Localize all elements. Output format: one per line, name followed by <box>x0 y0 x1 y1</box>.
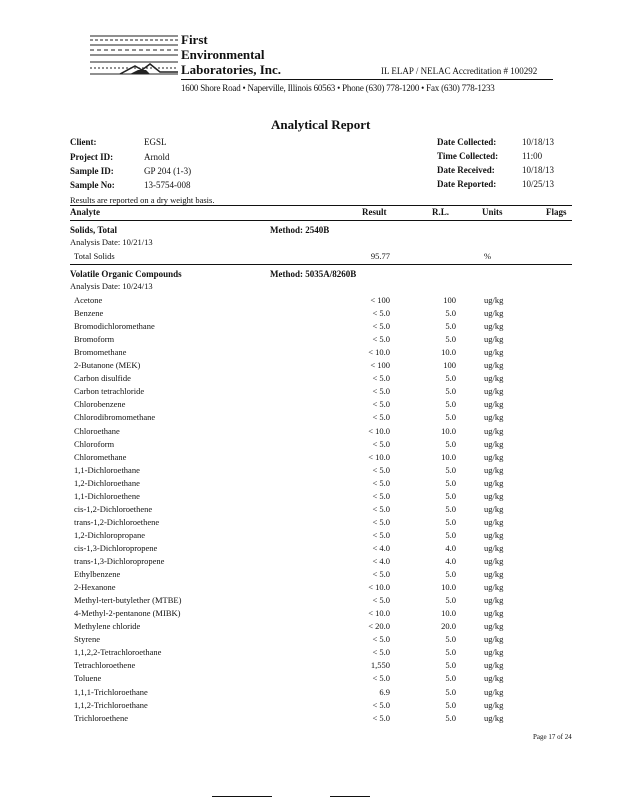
result-cell: < 10.0 <box>368 347 390 358</box>
result-cell: < 5.0 <box>372 699 390 710</box>
rl-cell: 10.0 <box>441 425 456 436</box>
table-row <box>0 621 642 634</box>
table-row <box>0 373 642 386</box>
units-cell: ug/kg <box>484 569 504 580</box>
rl-cell: 4.0 <box>445 556 456 566</box>
analyte-cell: Methylene chloride <box>74 621 141 632</box>
voc-method: Method: 5035A/8260B <box>270 269 357 279</box>
units-cell: ug/kg <box>484 438 504 449</box>
analyte-cell: Chloroethane <box>74 425 120 436</box>
analyte-cell: Total Solids <box>74 251 115 261</box>
rl-cell: 5.0 <box>445 503 456 514</box>
rl-cell: 5.0 <box>445 516 456 527</box>
rl-cell: 100 <box>443 295 456 305</box>
analyte-cell: 1,1,2,2-Tetrachloroethane <box>74 647 162 658</box>
rl-cell: 5.0 <box>445 438 456 449</box>
units-cell: ug/kg <box>484 386 504 397</box>
rl-cell: 4.0 <box>445 542 456 553</box>
units-cell: ug/kg <box>484 660 504 671</box>
analyte-cell: trans-1,2-Dichloroethene <box>74 516 160 527</box>
units-cell: ug/kg <box>484 321 504 332</box>
rl-cell: 5.0 <box>445 699 456 710</box>
result-cell: < 10.0 <box>368 608 390 619</box>
result-cell: < 5.0 <box>372 673 390 684</box>
analyte-cell: Bromoform <box>74 334 115 345</box>
sample-id-value: GP 204 (1-3) <box>144 166 192 176</box>
result-cell: < 10.0 <box>368 425 390 436</box>
units-cell: ug/kg <box>484 542 504 553</box>
table-row <box>0 465 642 478</box>
units-cell: ug/kg <box>484 634 504 645</box>
result-cell: < 5.0 <box>372 712 390 723</box>
result-cell: < 5.0 <box>372 308 390 319</box>
date-reported-value: 10/25/13 <box>522 179 555 189</box>
table-row <box>0 295 642 308</box>
analyte-cell: Styrene <box>74 634 100 645</box>
rl-cell: 5.0 <box>445 490 456 501</box>
rl-cell: 10.0 <box>441 582 456 593</box>
header-result: Result <box>362 207 387 217</box>
rl-cell: 20.0 <box>441 621 456 632</box>
analyte-cell: Methyl-tert-butylether (MTBE) <box>74 595 182 606</box>
table-row <box>0 634 642 647</box>
scan-mark <box>330 796 370 797</box>
units-cell: ug/kg <box>484 686 504 697</box>
rl-cell: 5.0 <box>445 373 456 384</box>
table-row <box>0 251 642 264</box>
date-received-value: 10/18/13 <box>522 165 555 175</box>
table-row <box>0 608 642 621</box>
result-cell: < 5.0 <box>372 399 390 410</box>
units-cell: ug/kg <box>484 425 504 436</box>
analyte-cell: Chloroform <box>74 438 115 449</box>
rl-cell: 5.0 <box>445 712 456 723</box>
header-analyte: Analyte <box>70 207 100 217</box>
analyte-cell: 1,1-Dichloroethene <box>74 490 140 501</box>
table-row <box>0 517 642 530</box>
project-id-value: Arnold <box>144 152 170 162</box>
table-row <box>0 360 642 373</box>
result-cell: < 5.0 <box>372 477 390 488</box>
units-cell: ug/kg <box>484 399 504 410</box>
voc-analysis-date: Analysis Date: 10/24/13 <box>70 281 153 291</box>
date-collected-label: Date Collected: <box>437 137 497 147</box>
project-id-label: Project ID: <box>70 152 114 162</box>
rl-cell: 5.0 <box>445 399 456 410</box>
table-row <box>0 386 642 399</box>
result-cell: < 5.0 <box>372 386 390 397</box>
page-number: Page 17 of 24 <box>533 733 572 741</box>
sample-id-label: Sample ID: <box>70 166 114 176</box>
table-row <box>0 399 642 412</box>
table-row <box>0 582 642 595</box>
table-row <box>0 556 642 569</box>
accreditation-text: IL ELAP / NELAC Accreditation # 100292 <box>381 66 538 76</box>
units-cell: ug/kg <box>484 464 504 475</box>
rl-cell: 5.0 <box>445 412 456 423</box>
client-value: EGSL <box>144 137 167 147</box>
analyte-cell: Trichloroethene <box>74 712 128 723</box>
time-collected-label: Time Collected: <box>437 151 499 161</box>
units-cell: ug/kg <box>484 373 504 384</box>
result-cell: < 5.0 <box>372 595 390 606</box>
result-cell: < 10.0 <box>368 582 390 593</box>
table-row <box>0 478 642 491</box>
table-row <box>0 647 642 660</box>
result-cell: 1,550 <box>370 660 390 671</box>
analyte-cell: Bromodichloromethane <box>74 321 155 332</box>
units-cell: ug/kg <box>484 347 504 358</box>
solids-method: Method: 2540B <box>270 225 330 235</box>
result-cell: < 100 <box>370 295 390 305</box>
table-row <box>0 452 642 465</box>
solids-bottom-rule <box>70 264 572 265</box>
rl-cell: 10.0 <box>441 451 456 462</box>
result-cell: < 4.0 <box>372 556 390 566</box>
company-name-line2: Environmental <box>181 47 265 62</box>
header-flags: Flags <box>546 207 567 217</box>
analyte-cell: Bromomethane <box>74 347 127 358</box>
units-cell: ug/kg <box>484 503 504 514</box>
result-cell: < 5.0 <box>372 412 390 423</box>
rl-cell: 5.0 <box>445 529 456 540</box>
analyte-cell: cis-1,3-Dichloropropene <box>74 542 158 553</box>
analyte-cell: Ethylbenzene <box>74 569 121 580</box>
table-row <box>0 491 642 504</box>
table-header-rule <box>70 220 572 221</box>
rl-cell: 5.0 <box>445 660 456 671</box>
analyte-cell: Chloromethane <box>74 451 127 462</box>
units-cell: ug/kg <box>484 360 504 371</box>
table-row <box>0 673 642 686</box>
table-row <box>0 412 642 425</box>
analyte-cell: 1,1,1-Trichloroethane <box>74 686 148 697</box>
units-cell: ug/kg <box>484 516 504 527</box>
analyte-cell: 2-Hexanone <box>74 582 116 593</box>
analyte-cell: Chlorodibromomethane <box>74 412 156 423</box>
result-cell: < 5.0 <box>372 516 390 527</box>
analyte-cell: Benzene <box>74 308 104 319</box>
units-cell: ug/kg <box>484 451 504 462</box>
table-row <box>0 347 642 360</box>
units-cell: ug/kg <box>484 295 504 305</box>
units-cell: ug/kg <box>484 477 504 488</box>
units-cell: ug/kg <box>484 673 504 684</box>
sample-no-label: Sample No: <box>70 180 115 190</box>
units-cell: ug/kg <box>484 308 504 319</box>
result-cell: < 5.0 <box>372 503 390 514</box>
analyte-cell: Toluene <box>74 673 102 684</box>
analyte-cell: 4-Methyl-2-pentanone (MIBK) <box>74 608 181 619</box>
table-top-rule <box>70 205 572 206</box>
units-cell: ug/kg <box>484 334 504 345</box>
rl-cell: 5.0 <box>445 321 456 332</box>
table-row <box>0 595 642 608</box>
rl-cell: 5.0 <box>445 334 456 345</box>
date-collected-value: 10/18/13 <box>522 137 555 147</box>
units-cell: ug/kg <box>484 595 504 606</box>
company-logo-graphic <box>90 32 178 92</box>
analyte-cell: 2-Butanone (MEK) <box>74 360 141 371</box>
analyte-cell: trans-1,3-Dichloropropene <box>74 556 165 566</box>
analyte-cell: 1,1,2-Trichloroethane <box>74 699 148 710</box>
result-cell: 95.77 <box>370 251 390 261</box>
result-cell: < 5.0 <box>372 373 390 384</box>
table-row <box>0 543 642 556</box>
date-received-label: Date Received: <box>437 165 495 175</box>
rl-cell: 5.0 <box>445 634 456 645</box>
units-cell: ug/kg <box>484 608 504 619</box>
analyte-cell: Carbon tetrachloride <box>74 386 145 397</box>
table-row <box>0 660 642 673</box>
table-row <box>0 308 642 321</box>
result-cell: < 5.0 <box>372 321 390 332</box>
result-cell: < 5.0 <box>372 464 390 475</box>
result-cell: < 10.0 <box>368 451 390 462</box>
units-cell: ug/kg <box>484 647 504 658</box>
solids-analysis-date: Analysis Date: 10/21/13 <box>70 237 153 247</box>
analyte-cell: Chlorobenzene <box>74 399 126 410</box>
rl-cell: 5.0 <box>445 569 456 580</box>
company-name-line3: Laboratories, Inc. <box>181 62 282 77</box>
analyte-cell: 1,2-Dichloropropane <box>74 529 146 540</box>
result-cell: < 5.0 <box>372 334 390 345</box>
table-row <box>0 713 642 726</box>
header-rl: R.L. <box>432 207 450 217</box>
solids-section-title: Solids, Total <box>70 225 118 235</box>
rl-cell: 5.0 <box>445 673 456 684</box>
rl-cell: 5.0 <box>445 464 456 475</box>
result-cell: < 5.0 <box>372 529 390 540</box>
result-cell: < 4.0 <box>372 542 390 553</box>
units-cell: ug/kg <box>484 621 504 632</box>
units-cell: ug/kg <box>484 582 504 593</box>
table-row <box>0 439 642 452</box>
rl-cell: 5.0 <box>445 386 456 397</box>
rl-cell: 10.0 <box>441 608 456 619</box>
rl-cell: 5.0 <box>445 477 456 488</box>
units-cell: ug/kg <box>484 699 504 710</box>
result-cell: < 5.0 <box>372 438 390 449</box>
units-cell: % <box>484 251 492 261</box>
table-row <box>0 530 642 543</box>
units-cell: ug/kg <box>484 712 504 723</box>
units-cell: ug/kg <box>484 529 504 540</box>
table-row <box>0 321 642 334</box>
client-label: Client: <box>70 137 97 147</box>
company-address: 1600 Shore Road • Naperville, Illinois 60563 • Phone (630) 778-1200 • Fax (630) 778-1233 <box>181 83 495 93</box>
rl-cell: 5.0 <box>445 647 456 658</box>
table-row <box>0 700 642 713</box>
voc-section-title: Volatile Organic Compounds <box>70 269 182 279</box>
time-collected-value: 11:00 <box>522 151 543 161</box>
date-reported-label: Date Reported: <box>437 179 497 189</box>
table-row <box>0 334 642 347</box>
header-units: Units <box>482 207 503 217</box>
analyte-cell: Carbon disulfide <box>74 373 131 384</box>
result-cell: 6.9 <box>379 686 390 697</box>
units-cell: ug/kg <box>484 490 504 501</box>
analyte-cell: cis-1,2-Dichloroethene <box>74 503 153 514</box>
result-cell: < 5.0 <box>372 490 390 501</box>
analyte-cell: Acetone <box>74 295 103 305</box>
rl-cell: 10.0 <box>441 347 456 358</box>
result-cell: < 5.0 <box>372 647 390 658</box>
sample-no-value: 13-5754-008 <box>144 180 191 190</box>
table-row <box>0 569 642 582</box>
table-row <box>0 426 642 439</box>
result-cell: < 5.0 <box>372 634 390 645</box>
rl-cell: 5.0 <box>445 308 456 319</box>
rl-cell: 5.0 <box>445 686 456 697</box>
header-divider <box>181 79 553 80</box>
units-cell: ug/kg <box>484 412 504 423</box>
rl-cell: 5.0 <box>445 595 456 606</box>
rl-cell: 100 <box>443 360 456 371</box>
report-title: Analytical Report <box>271 117 371 132</box>
company-name-line1: First <box>181 32 208 47</box>
analyte-cell: 1,2-Dichloroethane <box>74 477 140 488</box>
scan-mark <box>212 796 272 797</box>
analyte-cell: Tetrachloroethene <box>74 660 136 671</box>
analyte-cell: 1,1-Dichloroethane <box>74 464 140 475</box>
basis-note: Results are reported on a dry weight basis. <box>70 195 215 205</box>
units-cell: ug/kg <box>484 556 504 566</box>
result-cell: < 20.0 <box>368 621 390 632</box>
result-cell: < 5.0 <box>372 569 390 580</box>
table-row <box>0 504 642 517</box>
result-cell: < 100 <box>370 360 390 371</box>
table-row <box>0 687 642 700</box>
